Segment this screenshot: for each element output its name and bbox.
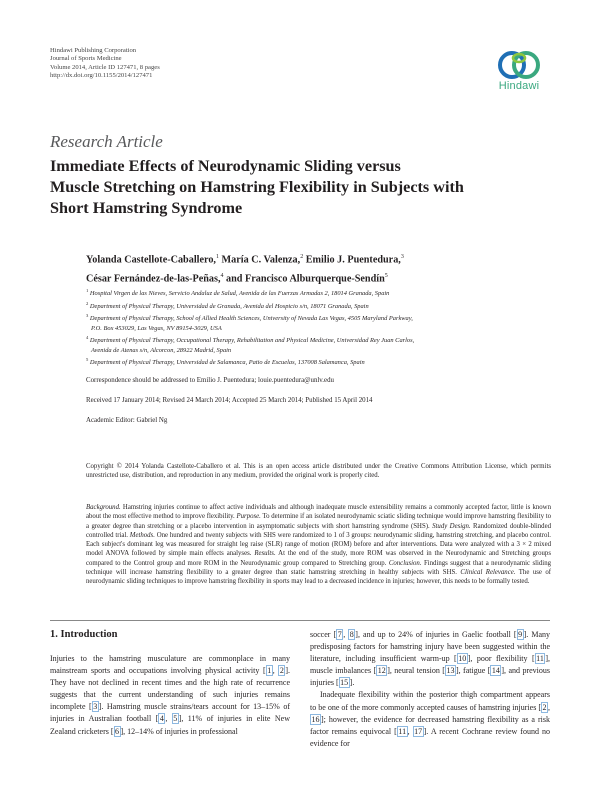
affiliation-text: Department of Physical Therapy, Occupational Therapy, Rehabilitation and Physical Medicine, Universidad Rey Juan Carlos, xyxy=(89,337,415,345)
abstract-purpose: To determine if an isolated neurodynamic sciatic sliding technique would improve hamstring flexibility to a greater degree than stretching or a placebo intervention in asymptomatic subjects with short hamstring syndrome (SHS). xyxy=(86,513,551,530)
citation-link[interactable]: 14 xyxy=(491,666,500,676)
abstract-methods: One hundred and twenty subjects with SHS were randomized to 1 of 3 groups: neurodynamic sliding, hamstring stretching, and placebo control. Each subject's dominant leg was measured for straight leg raise (SLR) range of motion (ROM) before and after interventions. Data were analyzed with a 3 × 2 mixed model ANOVA followed by simple main effects analyses. xyxy=(86,531,551,558)
citation-link[interactable]: 6 xyxy=(115,726,120,736)
author-affil-sup: 3 xyxy=(400,254,404,260)
logo-text: Hindawi xyxy=(498,80,540,92)
body-text: , xyxy=(407,726,413,736)
abstract-relevance-label: Clinical Relevance. xyxy=(456,569,516,577)
body-text: ], muscle imbalances [ xyxy=(310,654,551,676)
affiliation-number: 2 xyxy=(86,300,89,306)
title-line: Muscle Stretching on Hamstring Flexibility in Subjects with xyxy=(50,178,464,196)
intro-paragraph xyxy=(310,629,550,689)
author-affil-sup: 1 xyxy=(215,254,219,260)
affiliation-text: Hospital Virgen de las Nieves, Servicio Andaluz de Salud, Avenida de las Fuerzas Armadas 2, 18014 Granada, Spain xyxy=(89,290,390,298)
body-text: ]. Many predisposing factors for hamstring injury have been suggested within the literature, including insufficient warm-up [ xyxy=(310,630,551,664)
body-text: ]. A recent Cochrane review found no evidence for xyxy=(310,726,551,748)
body-text: ]. xyxy=(349,678,355,688)
abstract-background: Hamstring injuries continue to affect active individuals and although inadequate muscle extensibility remains a commonly accepted factor, little is known about the most effective method to improve flexibility. xyxy=(86,504,551,521)
hindawi-logo xyxy=(489,48,549,108)
affiliation-continuation: P.O. Box 453029, Las Vegas, NV 89154-3029, USA xyxy=(91,324,222,332)
affiliation-item xyxy=(86,286,556,299)
affiliation-continuation: Avenida de Atenas s/n, Alcorcon, 28922 Madrid, Spain xyxy=(91,346,232,354)
citation-link[interactable]: 12 xyxy=(377,666,386,676)
citation-link[interactable]: 1 xyxy=(267,666,272,676)
affiliation-text: Department of Physical Therapy, Universidad de Granada, Avenida del Hospicio s/n, 18071 Granada, Spain xyxy=(89,302,369,310)
intro-paragraph xyxy=(310,689,550,749)
citation-link[interactable]: 16 xyxy=(311,714,320,724)
citation-link[interactable]: 5 xyxy=(173,714,178,724)
citation-link[interactable]: 4 xyxy=(159,714,164,724)
body-text: ]. They have not declined in recent times and the high rate of recurrence suggests that the current understanding of such injuries remains incomplete [ xyxy=(50,666,291,712)
intro-left-column xyxy=(50,653,290,738)
correspondence-line: Correspondence should be addressed to Emilio J. Puentedura; louie.puentedura@unlv.edu xyxy=(86,377,334,384)
body-text: ], poor flexibility [ xyxy=(467,654,535,664)
abstract-relevance: The use of neurodynamic sliding techniques to improve hamstring flexibility in sports may lead to a decreased incidence in injuries; however, this needs to be formally tested. xyxy=(86,569,552,586)
author-affil-sup: 4 xyxy=(220,273,224,280)
abstract-background-label: Background. xyxy=(86,504,121,511)
abstract-conclusion-label: Conclusion. xyxy=(386,559,422,567)
abstract-design-label: Study Design. xyxy=(429,522,471,530)
affiliations xyxy=(86,286,556,367)
section-divider xyxy=(50,620,550,621)
citation-link[interactable]: 17 xyxy=(414,726,423,736)
body-text: ], 12–14% of injuries in professional xyxy=(120,726,238,736)
citation-link[interactable]: 11 xyxy=(536,654,544,664)
copyright-notice: Copyright © 2014 Yolanda Castellote-Caballero et al. This is an open access article distributed under the Creative Commons Attribution License, which permits unrestricted use, distribution, and reproduction in any medium, provided the original work is properly cited. xyxy=(86,463,551,480)
article-title xyxy=(50,156,570,219)
affiliation-item xyxy=(86,355,556,368)
dates-line: Received 17 January 2014; Revised 24 March 2014; Accepted 25 March 2014; Published 15 April 2014 xyxy=(86,397,373,404)
publisher-name: Hindawi Publishing Corporation xyxy=(50,47,137,54)
author-affil-sup: 2 xyxy=(300,254,304,260)
abstract xyxy=(86,503,551,587)
body-text: ]. Hamstring muscle strains/tears account for 13–15% of injuries in Australian football [ xyxy=(50,702,290,724)
author-line xyxy=(86,249,556,268)
citation-link[interactable]: 15 xyxy=(340,678,349,688)
author-list xyxy=(86,249,556,288)
intro-paragraph xyxy=(50,653,290,738)
affiliation-item xyxy=(86,333,556,346)
affiliation-text: Department of Physical Therapy, School of Allied Health Sciences, University of Nevada Las Vegas, 4505 Maryland Parkway, xyxy=(89,315,413,323)
doi-link[interactable]: http://dx.doi.org/10.1155/2014/127471 xyxy=(50,72,153,80)
affiliation-number: 5 xyxy=(86,356,89,362)
body-text: ]; however, the evidence for decreased hamstring flexibility as a risk factor remains equivocal [ xyxy=(310,714,550,736)
citation-link[interactable]: 11 xyxy=(398,726,407,736)
journal-header xyxy=(50,47,370,81)
citation-link[interactable]: 2 xyxy=(279,666,284,676)
body-text: ], fatigue [ xyxy=(455,666,491,676)
body-text: ], neural tension [ xyxy=(387,666,445,676)
journal-name: Journal of Sports Medicine xyxy=(50,55,122,63)
title-line: Immediate Effects of Neurodynamic Sliding versus xyxy=(50,157,401,175)
author-name: César Fernández-de-las-Peñas, xyxy=(86,273,221,285)
hindawi-logo-icon xyxy=(497,48,541,82)
body-text: ], and up to 24% of injuries in Gaelic football [ xyxy=(355,630,517,639)
title-line: Short Hamstring Syndrome xyxy=(50,199,243,217)
body-text: , xyxy=(272,666,279,676)
body-text: Injuries to the hamstring musculature are commonplace in many mainstream sports and occupations involving physical activity [ xyxy=(50,654,290,676)
citation-link[interactable]: 2 xyxy=(542,702,547,712)
abstract-results-label: Results. xyxy=(251,550,276,558)
abstract-results: At the end of the study, more ROM was observed in the Neurodynamic and Stretching groups compared to the Control group and more ROM in the Neurodynamic group compared to Stretching group. xyxy=(86,550,551,567)
article-type: Research Article xyxy=(50,132,163,151)
affiliation-item xyxy=(86,311,556,324)
body-text: soccer [ xyxy=(310,630,337,639)
volume-line: Volume 2014, Article ID 127471, 8 pages xyxy=(50,63,160,71)
citation-link[interactable]: 8 xyxy=(349,630,354,639)
body-text: ], and previous injuries [ xyxy=(310,666,550,688)
author-name: Emilio J. Puentedura, xyxy=(303,254,401,266)
citation-link[interactable]: 3 xyxy=(93,702,98,712)
abstract-purpose-label: Purpose. xyxy=(234,513,261,521)
author-line xyxy=(86,268,556,287)
abstract-methods-label: Methods. xyxy=(128,531,155,539)
author-name: María C. Valenza, xyxy=(218,254,301,266)
citation-link[interactable]: 10 xyxy=(458,654,467,664)
abstract-conclusion: Findings suggest that a neurodynamic sliding technique will increase hamstring flexibility to a greater degree than static hamstring stretching in healthy subjects with SHS. xyxy=(86,559,551,577)
author-name: and Francisco Alburquerque-Sendín xyxy=(223,273,385,285)
affiliation-item xyxy=(86,299,556,312)
citation-link[interactable]: 13 xyxy=(446,666,455,676)
body-text: , xyxy=(548,702,550,712)
academic-editor: Academic Editor: Gabriel Ng xyxy=(86,417,168,424)
citation-link[interactable]: 7 xyxy=(337,630,342,639)
affiliation-text: Department of Physical Therapy, Universidad de Salamanca, Patio de Escuelas, 137008 Salamanca, Spain xyxy=(89,359,365,367)
author-affil-sup: 5 xyxy=(384,273,388,280)
introduction-heading: 1. Introduction xyxy=(50,629,118,640)
body-text: Inadequate flexibility within the posterior thigh compartment appears to be one of the more commonly accepted causes of hamstring injuries [ xyxy=(310,690,550,712)
body-text: ], 11% of injuries in elite New Zealand cricketers [ xyxy=(50,714,291,736)
citation-link[interactable]: 9 xyxy=(518,630,523,639)
author-name: Yolanda Castellote-Caballero, xyxy=(86,254,216,266)
abstract-design: Randomized double-blinded controlled trial. xyxy=(86,522,551,539)
body-text: , xyxy=(165,714,172,724)
affiliation-number: 3 xyxy=(86,313,89,319)
affiliation-number: 1 xyxy=(86,288,89,293)
intro-right-column xyxy=(310,629,550,750)
affiliation-number: 4 xyxy=(86,335,89,340)
body-text: , xyxy=(343,630,349,639)
